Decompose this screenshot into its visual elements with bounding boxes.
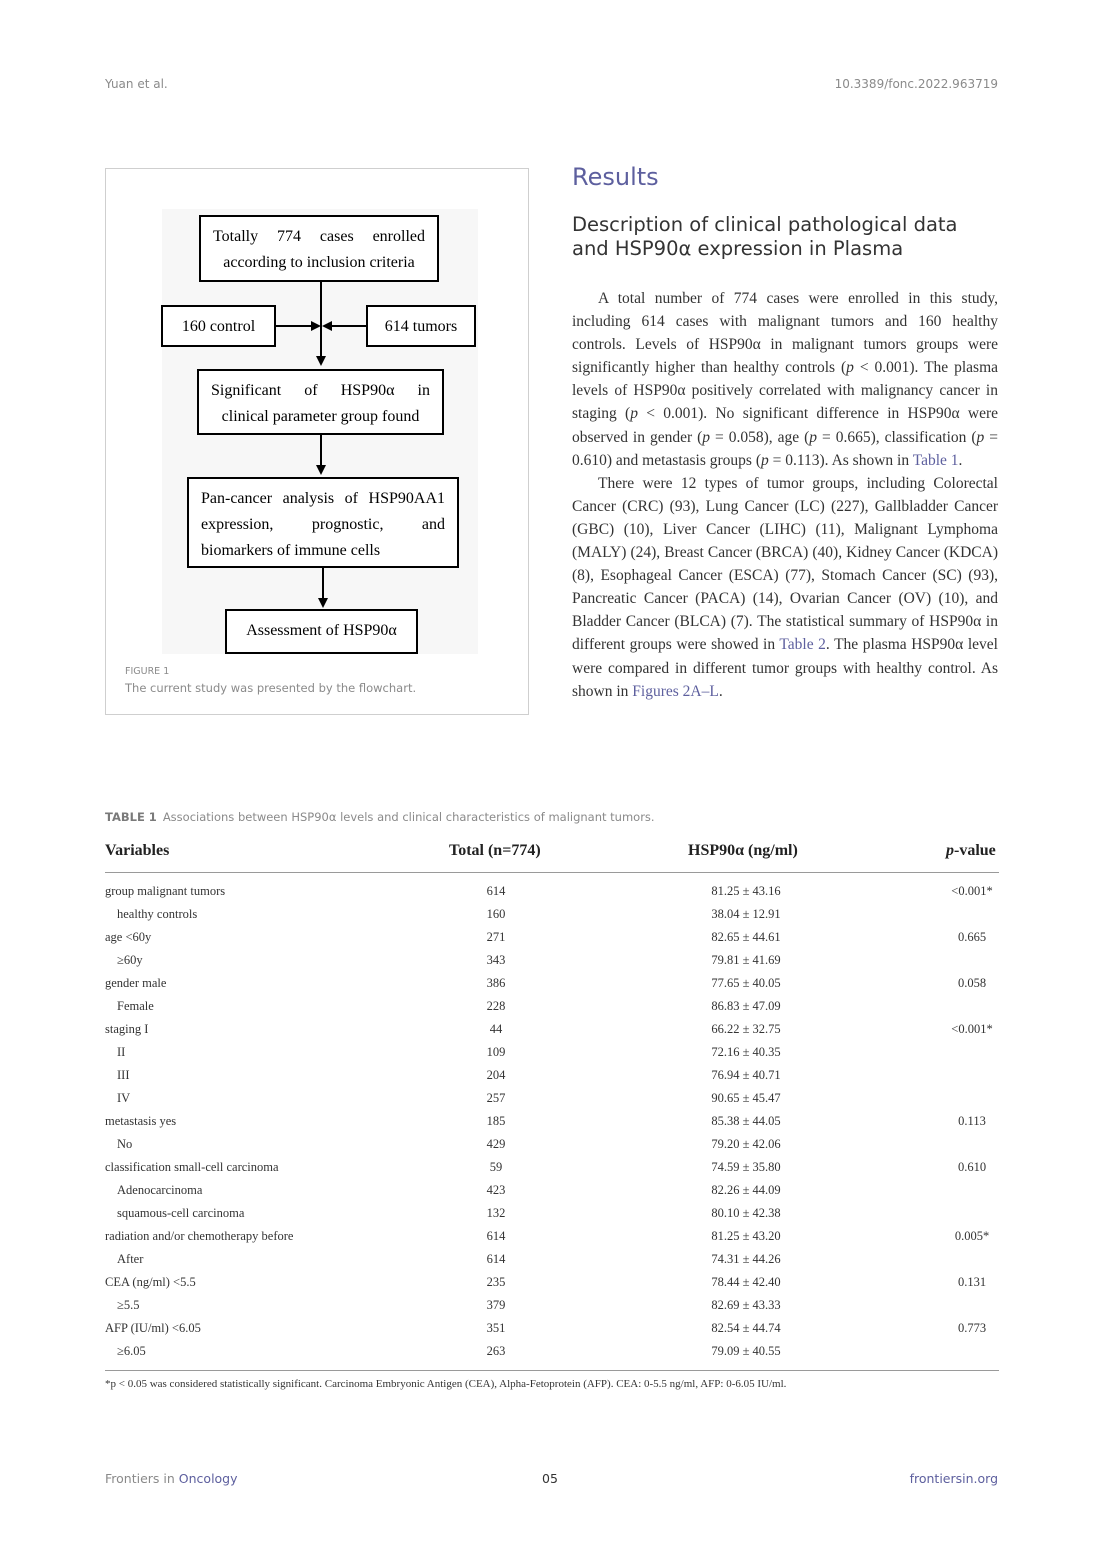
- page-number: 05: [542, 1471, 558, 1486]
- cell-variable: [117, 1252, 143, 1267]
- cell-hsp-text: 79.81 ± 41.69: [711, 953, 781, 967]
- flow-box-significant: [197, 369, 444, 435]
- cell-variable-text: Adenocarcinoma: [117, 1183, 203, 1197]
- cell-variable-text: II: [117, 1045, 126, 1059]
- cell-variable: [117, 1298, 140, 1313]
- cell-variable-text: After: [117, 1252, 144, 1266]
- header-pvalue: [946, 842, 996, 860]
- cell-total-text: 257: [486, 1091, 506, 1105]
- cell-hsp-text: 79.20 ± 42.06: [711, 1137, 781, 1151]
- cell-pvalue-text: 0.113: [958, 1114, 986, 1128]
- arrow-right-icon: [311, 321, 321, 331]
- cell-variable-text: age <60y: [105, 930, 152, 944]
- text-run: A total number of 774 cases were enrolled in this study, including 614 cases with malignant tumors and 160 healthy controls. Levels of HSP90α in malignant tumors groups were significantly higher than healthy controls (: [572, 290, 998, 377]
- cell-variable-text: ≥6.05: [117, 1344, 146, 1358]
- flow-text: Totally 774 cases enrolled: [213, 228, 425, 245]
- cell-variable: [105, 1114, 176, 1129]
- cell-variable-text: IV: [117, 1091, 131, 1105]
- cell-variable-text: AFP (IU/ml) <6.05: [105, 1321, 201, 1335]
- subsection-title: [572, 213, 998, 261]
- cell-pvalue-text: 0.058: [957, 976, 987, 990]
- table-row: [105, 880, 999, 903]
- cell-pvalue-text: 0.005*: [954, 1229, 990, 1243]
- cell-hsp-text: 79.09 ± 40.55: [711, 1344, 781, 1358]
- subsection-title-line: and HSP90α expression in Plasma: [572, 237, 904, 260]
- cell-hsp-text: 90.65 ± 45.47: [711, 1091, 781, 1105]
- cell-hsp-text: 74.59 ± 35.80: [711, 1160, 781, 1174]
- cell-total-text: 132: [486, 1206, 506, 1220]
- flow-connector: [332, 325, 366, 327]
- paragraph-1: [572, 287, 998, 472]
- cell-hsp-text: 74.31 ± 44.26: [711, 1252, 781, 1266]
- paragraph-2: [572, 472, 998, 703]
- flow-box-assessment: Assessment of HSP90α: [225, 609, 418, 654]
- flow-connector: [322, 568, 324, 598]
- cell-variable-text: No: [117, 1137, 133, 1151]
- arrow-down-icon: [316, 465, 326, 475]
- cell-variable-text: group malignant tumors: [105, 884, 226, 898]
- cell-pvalue-text: <0.001*: [951, 1022, 993, 1036]
- cell-variable-text: classification small-cell carcinoma: [105, 1160, 279, 1174]
- cell-variable: [117, 1091, 130, 1106]
- cell-total-text: 263: [486, 1344, 506, 1358]
- cell-total-text: 204: [486, 1068, 506, 1082]
- text-run: .: [718, 682, 723, 700]
- cell-total-text: 614: [486, 884, 506, 898]
- cell-hsp-text: 81.25 ± 43.20: [711, 1229, 781, 1243]
- cell-pvalue-text: <0.001*: [951, 884, 993, 898]
- cell-hsp-text: 86.83 ± 47.09: [711, 999, 781, 1013]
- table-row: [105, 1064, 999, 1087]
- arrow-down-icon: [318, 598, 328, 608]
- flow-box-enrolled: [199, 215, 439, 282]
- doi: 10.3389/fonc.2022.963719: [834, 77, 998, 91]
- cell-total-text: 160: [486, 907, 506, 921]
- table-1-link[interactable]: Table 1: [912, 451, 959, 469]
- cell-total-text: 235: [486, 1275, 506, 1289]
- cell-hsp-text: 76.94 ± 40.71: [711, 1068, 781, 1082]
- cell-variable: [117, 1206, 244, 1221]
- header-hsp: HSP90α (ng/ml): [688, 842, 798, 859]
- table-row: [105, 1225, 999, 1248]
- flow-text: clinical parameter group found: [221, 408, 420, 425]
- table-row: [105, 1202, 999, 1225]
- flow-text: Pan-cancer analysis of HSP90AA1: [201, 490, 445, 507]
- cell-variable: [105, 1160, 279, 1175]
- table-2-link[interactable]: Table 2: [779, 636, 826, 654]
- cell-variable-text: metastasis yes: [105, 1114, 177, 1128]
- cell-variable: [117, 999, 154, 1014]
- cell-hsp-text: 66.22 ± 32.75: [711, 1022, 781, 1036]
- cell-variable: [117, 1068, 130, 1083]
- cell-pvalue-text: 0.665: [957, 930, 987, 944]
- cell-variable: [105, 884, 225, 899]
- table-row: [105, 1179, 999, 1202]
- cell-total-text: 423: [486, 1183, 506, 1197]
- flow-box-control: 160 control: [161, 305, 276, 347]
- cell-total-text: 343: [486, 953, 506, 967]
- cell-variable: [117, 907, 197, 922]
- flow-text: according to inclusion criteria: [223, 254, 415, 271]
- table-row: [105, 1317, 999, 1340]
- cell-variable: [105, 1229, 293, 1244]
- cell-total-text: 614: [486, 1252, 506, 1266]
- table-footnote: *p < 0.05 was considered statistically significant. Carcinoma Embryonic Antigen (CEA), Alpha-Fetoprotein (AFP). CEA: 0-5.5 ng/ml, AFP: 0-6.05 IU/ml.: [105, 1370, 999, 1390]
- cell-total-text: 59: [489, 1160, 503, 1174]
- cell-total-text: 386: [486, 976, 506, 990]
- cell-variable: [117, 1344, 146, 1359]
- cell-total-text: 228: [486, 999, 506, 1013]
- cell-variable-text: ≥60y: [117, 953, 143, 967]
- text-run: There were 12 types of tumor groups, including Colorectal Cancer (CRC) (93), Lung Cancer (LC) (227), Gallbladder Cancer (GBC) (10), Liver Cancer (LIHC) (11), Malignant Lymphoma (MALY) (24), Breast Cancer (BRCA) (40), Kidney Cancer (KDCA) (8), Esophageal Cancer (ESCA) (77), Stomach Cancer (SC) (93), Pancreatic Cancer (PACA) (14), Ovarian Cancer (OV) (10), and Bladder Cancer (BLCA) (7). The statistical summary of HSP90α in different groups were showed in: [572, 474, 998, 654]
- cell-variable-text: III: [117, 1068, 130, 1082]
- site-link[interactable]: frontiersin.org: [909, 1471, 998, 1486]
- table-row: [105, 903, 999, 926]
- cell-variable: [117, 1183, 202, 1198]
- table-1: [105, 838, 999, 1363]
- text-run: = 0.665), classification (: [817, 428, 977, 446]
- cell-variable: [105, 1321, 201, 1336]
- cell-variable-text: squamous-cell carcinoma: [117, 1206, 245, 1220]
- cell-variable: [105, 1022, 148, 1037]
- table-caption-text: Associations between HSP90α levels and clinical characteristics of malignant tumors.: [162, 810, 655, 824]
- table-row: [105, 1156, 999, 1179]
- arrow-left-icon: [322, 321, 332, 331]
- cell-variable-text: healthy controls: [117, 907, 198, 921]
- table-caption: [105, 810, 655, 824]
- flow-connector: [320, 435, 322, 465]
- cell-pvalue-text: 0.131: [957, 1275, 987, 1289]
- flowchart: [162, 209, 478, 654]
- cell-total-text: 185: [486, 1114, 506, 1128]
- flow-box-tumors: 614 tumors: [366, 305, 476, 347]
- table-row: [105, 926, 999, 949]
- header-p-rest: -value: [954, 842, 996, 859]
- cell-variable: [117, 953, 143, 968]
- table-label: TABLE 1: [105, 810, 157, 824]
- flow-connector: [276, 325, 312, 327]
- cell-hsp-text: 82.65 ± 44.61: [711, 930, 781, 944]
- cell-total-text: 614: [486, 1229, 506, 1243]
- cell-hsp-text: 80.10 ± 42.38: [711, 1206, 781, 1220]
- cell-total-text: 351: [486, 1321, 506, 1335]
- cell-pvalue-text: 0.610: [957, 1160, 987, 1174]
- cell-variable-text: radiation and/or chemotherapy before: [105, 1229, 294, 1243]
- cell-variable: [105, 930, 151, 945]
- text-run: = 0.058), age (: [710, 428, 810, 446]
- results-body: [572, 287, 998, 703]
- flow-text: Significant of HSP90α in: [211, 382, 430, 399]
- table-row: [105, 995, 999, 1018]
- table-row: [105, 1133, 999, 1156]
- arrow-down-icon: [316, 356, 326, 366]
- cell-hsp-text: 82.69 ± 43.33: [711, 1298, 781, 1312]
- cell-variable: [105, 976, 166, 991]
- table-row: [105, 1041, 999, 1064]
- text-run: p: [630, 405, 638, 423]
- text-run: .: [958, 451, 963, 469]
- cell-total-text: 271: [486, 930, 506, 944]
- text-run: p: [976, 428, 985, 446]
- text-run: p: [809, 428, 818, 446]
- text-run: p: [846, 359, 854, 377]
- text-run: . The plasma HSP90α level were compared in different tumor groups with healthy control. As shown in: [572, 636, 998, 700]
- cell-variable: [105, 1275, 196, 1290]
- header-variables: Variables: [105, 842, 170, 859]
- cell-variable-text: gender male: [105, 976, 167, 990]
- table-row: [105, 972, 999, 995]
- text-run: = 0.610) and metastasis groups (: [572, 428, 999, 469]
- cell-variable-text: staging I: [105, 1022, 149, 1036]
- table-row: [105, 1340, 999, 1363]
- cell-total-text: 379: [486, 1298, 506, 1312]
- figures-2-link[interactable]: Figures 2A–L: [632, 682, 719, 700]
- text-run: < 0.001). No significant difference in HSP90α were observed in gender (: [572, 405, 998, 446]
- text-run: p: [702, 428, 711, 446]
- subsection-title-line: Description of clinical pathological data: [572, 213, 958, 236]
- table-row: [105, 1248, 999, 1271]
- cell-variable: [117, 1045, 125, 1060]
- cell-variable-text: CEA (ng/ml) <5.5: [105, 1275, 196, 1289]
- figure-label: FIGURE 1: [125, 666, 170, 677]
- journal-prefix: Frontiers in: [105, 1471, 179, 1486]
- cell-hsp-text: 72.16 ± 40.35: [711, 1045, 781, 1059]
- cell-hsp-text: 85.38 ± 44.05: [711, 1114, 781, 1128]
- cell-variable-text: Female: [117, 999, 154, 1013]
- figure-1: [105, 168, 529, 715]
- cell-variable: [117, 1137, 132, 1152]
- text-run: = 0.113). As shown in: [768, 451, 913, 469]
- cell-total-text: 109: [486, 1045, 506, 1059]
- table-row: [105, 1110, 999, 1133]
- table-row: [105, 1087, 999, 1110]
- figure-caption: The current study was presented by the flowchart.: [125, 681, 417, 695]
- cell-pvalue-text: 0.773: [957, 1321, 987, 1335]
- cell-hsp-text: 78.44 ± 42.40: [711, 1275, 781, 1289]
- cell-hsp-text: 82.26 ± 44.09: [711, 1183, 781, 1197]
- section-title: Results: [572, 163, 659, 191]
- flow-box-pancancer: [187, 477, 459, 568]
- running-author: Yuan et al.: [105, 77, 168, 91]
- table-header: [105, 838, 999, 873]
- table-body: [105, 873, 999, 1363]
- header-p-italic: p: [946, 842, 954, 859]
- journal-name: [105, 1471, 238, 1486]
- cell-total-text: 44: [489, 1022, 503, 1036]
- table-row: [105, 1294, 999, 1317]
- cell-total-text: 429: [486, 1137, 506, 1151]
- cell-hsp-text: 38.04 ± 12.91: [711, 907, 781, 921]
- text-run: p: [760, 451, 769, 469]
- cell-hsp-text: 81.25 ± 43.16: [711, 884, 781, 898]
- cell-hsp-text: 77.65 ± 40.05: [711, 976, 781, 990]
- flow-connector: [320, 282, 322, 356]
- journal-title: Oncology: [178, 1471, 238, 1486]
- cell-hsp-text: 82.54 ± 44.74: [711, 1321, 781, 1335]
- header-total: Total (n=774): [449, 842, 541, 859]
- table-row: [105, 1018, 999, 1041]
- cell-variable-text: ≥5.5: [117, 1298, 140, 1312]
- flow-text: biomarkers of immune cells: [201, 542, 381, 559]
- flow-text: expression, prognostic, and: [201, 516, 445, 533]
- text-run: < 0.001). The plasma levels of HSP90α positively correlated with malignancy cancer in staging (: [572, 359, 999, 423]
- table-row: [105, 949, 999, 972]
- table-row: [105, 1271, 999, 1294]
